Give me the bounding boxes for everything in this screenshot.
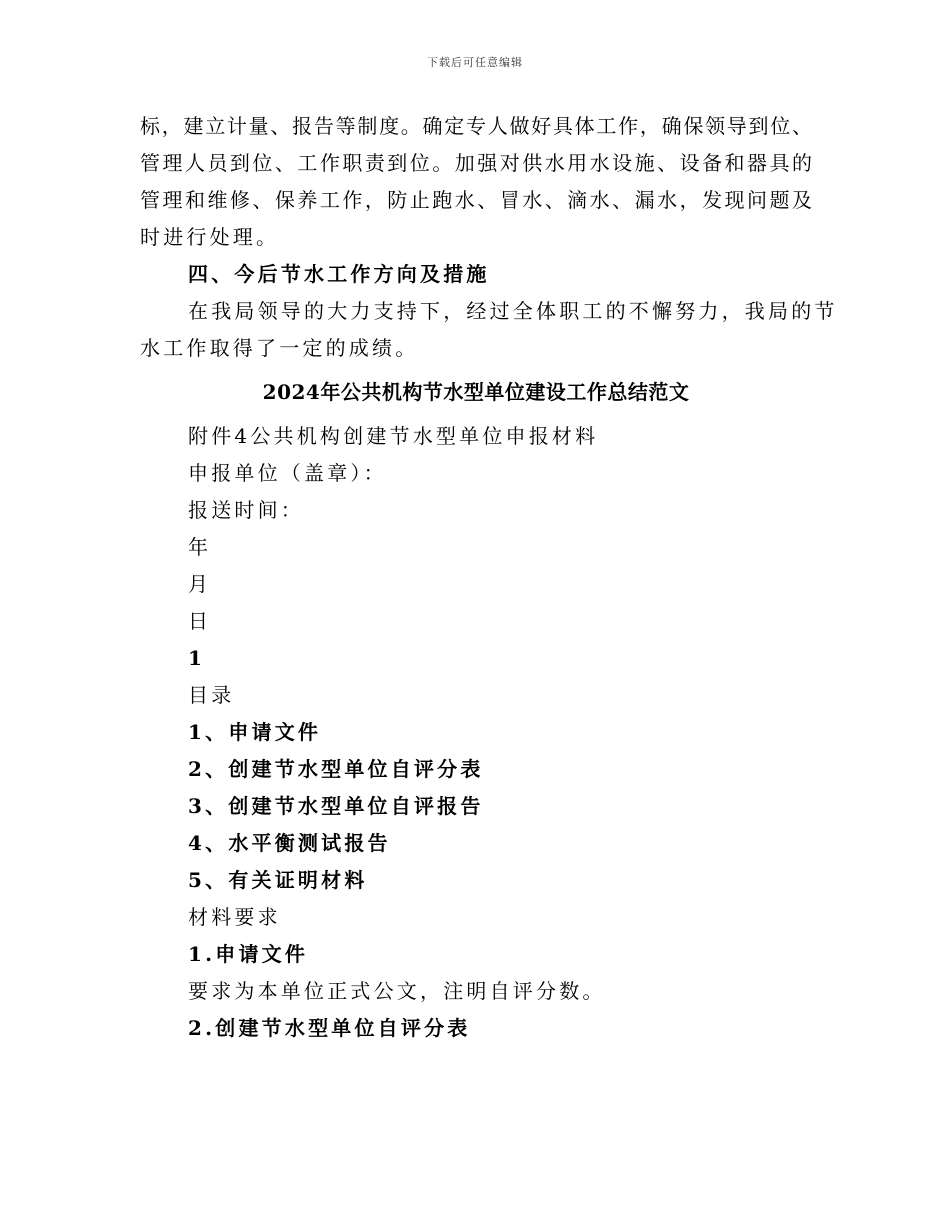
toc-item: 2、创建节水型单位自评分表 [188,757,484,781]
page-header: 下载后可任意编辑 [427,56,523,69]
requirements-heading: 材料要求 [188,905,281,929]
section-heading-future-measures: 四、今后节水工作方向及措施 [188,262,490,286]
toc-item: 4、水平衡测试报告 [188,831,391,855]
document-title: 2024年公共机构节水型单位建设工作总结范文 [262,380,690,404]
page-number: 1 [188,646,202,670]
toc-item: 1、申请文件 [188,720,322,744]
date-year-label: 年 [188,535,212,559]
paragraph-line: 标，建立计量、报告等制度。确定专人做好具体工作，确保领导到位、 [140,114,812,138]
date-day-label: 日 [188,609,212,633]
paragraph-water-management [140,108,812,256]
toc-heading: 目录 [188,683,235,707]
paragraph-line: 在我局领导的大力支持下，经过全体职工的不懈努力，我局的节 [188,299,838,323]
paragraph-line: 水工作取得了一定的成绩。 [140,336,419,360]
paragraph-achievements [140,293,838,367]
submission-time-label: 报送时间： [188,498,304,522]
date-month-label: 月 [188,572,212,596]
toc-item: 3、创建节水型单位自评报告 [188,794,484,818]
toc-item: 5、有关证明材料 [188,868,368,892]
paragraph-line: 时进行处理。 [140,225,280,249]
attachment-title: 附件4公共机构创建节水型单位申报材料 [188,424,599,448]
requirement-item-title: 2.创建节水型单位自评分表 [188,1016,471,1040]
requirement-item-title: 1.申请文件 [188,942,309,966]
paragraph-line: 管理人员到位、工作职责到位。加强对供水用水设施、设备和器具的 [140,151,812,175]
applicant-unit-label: 申报单位（盖章）： [188,461,387,485]
toc-list [140,714,812,899]
paragraph-line: 管理和维修、保养工作，防止跑水、冒水、滴水、漏水，发现问题及 [140,188,812,212]
page-content [140,108,838,1047]
requirement-item-text: 要求为本单位正式公文，注明自评分数。 [188,979,606,1003]
